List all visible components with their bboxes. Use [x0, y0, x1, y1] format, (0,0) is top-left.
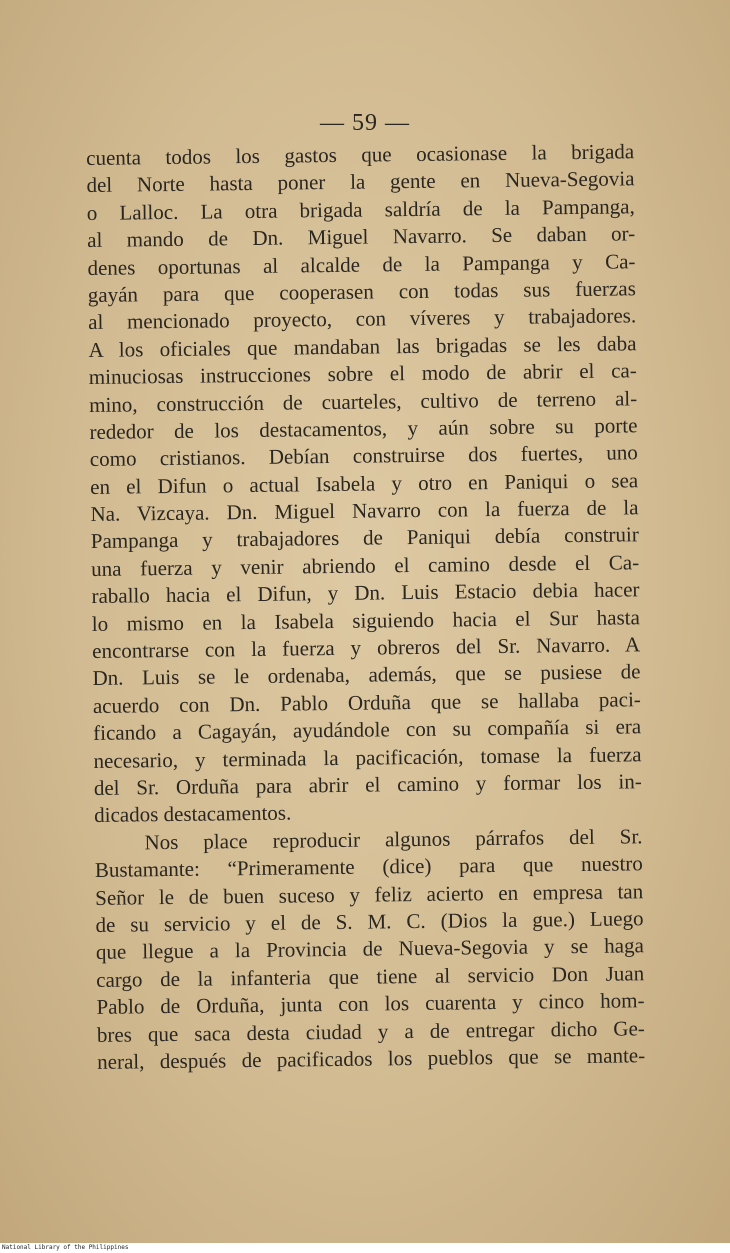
text-line: Nos place reproducir algunos párrafos del Sr. — [144, 824, 643, 855]
text-line: lo mismo en la Isabela siguiendo hacia el Sur hasta — [91, 604, 640, 636]
body-text — [86, 138, 645, 1076]
text-line: A los oficiales que mandaban las brigadas se les daba — [88, 331, 637, 362]
text-line: Pampanga y trabajadores de Paniqui debía construir — [90, 522, 639, 554]
text-line: que llegue a la Provincia de Nueva-Segovia y se haga — [95, 933, 644, 965]
text-line: bres que saca desta ciudad y a de entregar dicho Ge- — [96, 1015, 645, 1047]
text-line: ficando a Cagayán, ayudándole con su compañía si era — [93, 714, 642, 746]
text-line: o Lalloc. La otra brigada saldría de la Pampanga, — [86, 194, 635, 225]
text-line: raballo hacia el Difun, y Dn. Luis Estacio debia hacer — [91, 577, 640, 609]
text-line: cargo de la infanteria que tiene al servicio Don Juan — [96, 960, 645, 992]
text-line: acuerdo con Dn. Pablo Orduña que se hallaba paci- — [92, 687, 641, 718]
text-line: cuenta todos los gastos que ocasionase la brigada — [86, 139, 635, 170]
text-line: Na. Vizcaya. Dn. Miguel Navarro con la fuerza de la — [90, 495, 639, 527]
library-credit: National Library of the Philippines — [2, 1244, 129, 1251]
text-line: del Norte hasta poner la gente en Nueva-Segovia — [86, 166, 635, 198]
text-line: al mencionado proyecto, con víveres y trabajadores. — [88, 303, 637, 335]
text-line: de su servicio y el de S. M. C. (Dios la gue.) Luego — [95, 906, 644, 937]
text-line: neral, después de pacificados los pueblos que se mante- — [97, 1043, 646, 1074]
text-line: rededor de los destacamentos, y aún sobre su porte — [89, 413, 638, 444]
text-line: dicados destacamentos. — [94, 800, 292, 828]
text-line: del Sr. Orduña para abrir el camino y formar los in- — [93, 769, 642, 800]
text-line: encontrarse con la fuerza y obreros del Sr. Navarro. A — [92, 632, 641, 663]
text-line: mino, construcción de cuarteles, cultivo de terreno al- — [89, 385, 638, 417]
text-line: en el Difun o actual Isabela y otro en Paniqui o sea — [90, 467, 639, 499]
text-line: al mando de Dn. Miguel Navarro. Se daban or- — [87, 221, 636, 253]
text-line: Dn. Luis se le ordenaba, además, que se pusiese de — [92, 659, 641, 691]
text-line: gayán para que cooperasen con todas sus fuerzas — [87, 276, 636, 307]
text-line: Bustamante: “Primeramente (dice) para que nuestro — [94, 851, 643, 883]
text-line: como cristianos. Debían construirse dos fuertes, uno — [89, 440, 638, 472]
text-line: Señor le de buen suceso y feliz acierto en empresa tan — [95, 878, 644, 910]
text-line: necesario, y terminada la pacificación, tomase la fuerza — [93, 741, 642, 773]
text-line: una fuerza y venir abriendo el camino desde el Ca- — [91, 550, 640, 581]
text-line: minuciosas instrucciones sobre el modo de abrir el ca- — [88, 358, 637, 390]
text-line: denes oportunas al alcalde de la Pampanga y Ca- — [87, 248, 636, 280]
page-number: — 59 — — [320, 110, 410, 136]
text-line: Pablo de Orduña, junta con los cuarenta y cinco hom- — [96, 988, 645, 1020]
